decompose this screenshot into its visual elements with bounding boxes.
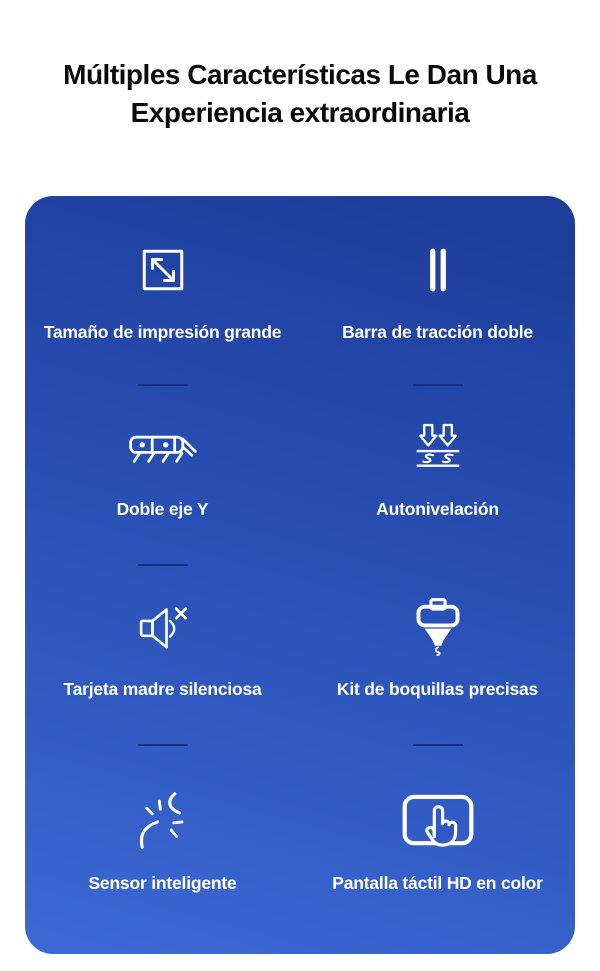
nozzle-icon bbox=[413, 595, 463, 659]
feature-cell-auto-level bbox=[300, 385, 575, 565]
feature-label: Kit de boquillas precisas bbox=[336, 678, 539, 699]
feature-cell-dual-y bbox=[25, 385, 300, 565]
row-divider bbox=[138, 564, 188, 566]
dual-y-rail-icon bbox=[127, 415, 199, 479]
feature-cell-pull-rods bbox=[300, 196, 575, 385]
feature-label: Doble eje Y bbox=[116, 498, 209, 519]
feature-label: Tamaño de impresión grande bbox=[43, 322, 282, 342]
page-title-line1: Múltiples Características Le Dan Una bbox=[63, 59, 537, 90]
auto-leveling-icon bbox=[412, 415, 464, 479]
feature-label: Barra de tracción doble bbox=[342, 322, 533, 342]
expand-diagonal-icon bbox=[139, 238, 187, 302]
dual-pull-rods-icon bbox=[423, 238, 453, 302]
row-divider bbox=[413, 744, 463, 746]
muted-speaker-icon bbox=[135, 595, 191, 659]
row-divider bbox=[138, 384, 188, 386]
page-title bbox=[0, 0, 600, 132]
feature-cell-silent-board bbox=[25, 565, 300, 745]
feature-card bbox=[25, 196, 575, 954]
feature-cell-touch-screen bbox=[300, 745, 575, 954]
row-divider bbox=[138, 744, 188, 746]
feature-label: Tarjeta madre silenciosa bbox=[63, 678, 262, 699]
touch-screen-icon bbox=[401, 789, 475, 853]
feature-cell-print-size bbox=[25, 196, 300, 385]
feature-label: Autonivelación bbox=[376, 498, 499, 519]
row-divider bbox=[413, 384, 463, 386]
page-title-line2: Experiencia extraordinaria bbox=[130, 97, 470, 128]
feature-label: Sensor inteligente bbox=[88, 873, 237, 893]
smart-sensor-icon bbox=[134, 789, 192, 853]
feature-cell-smart-sensor bbox=[25, 745, 300, 954]
feature-label: Pantalla táctil HD en color bbox=[332, 873, 543, 893]
feature-cell-nozzle-kit bbox=[300, 565, 575, 745]
